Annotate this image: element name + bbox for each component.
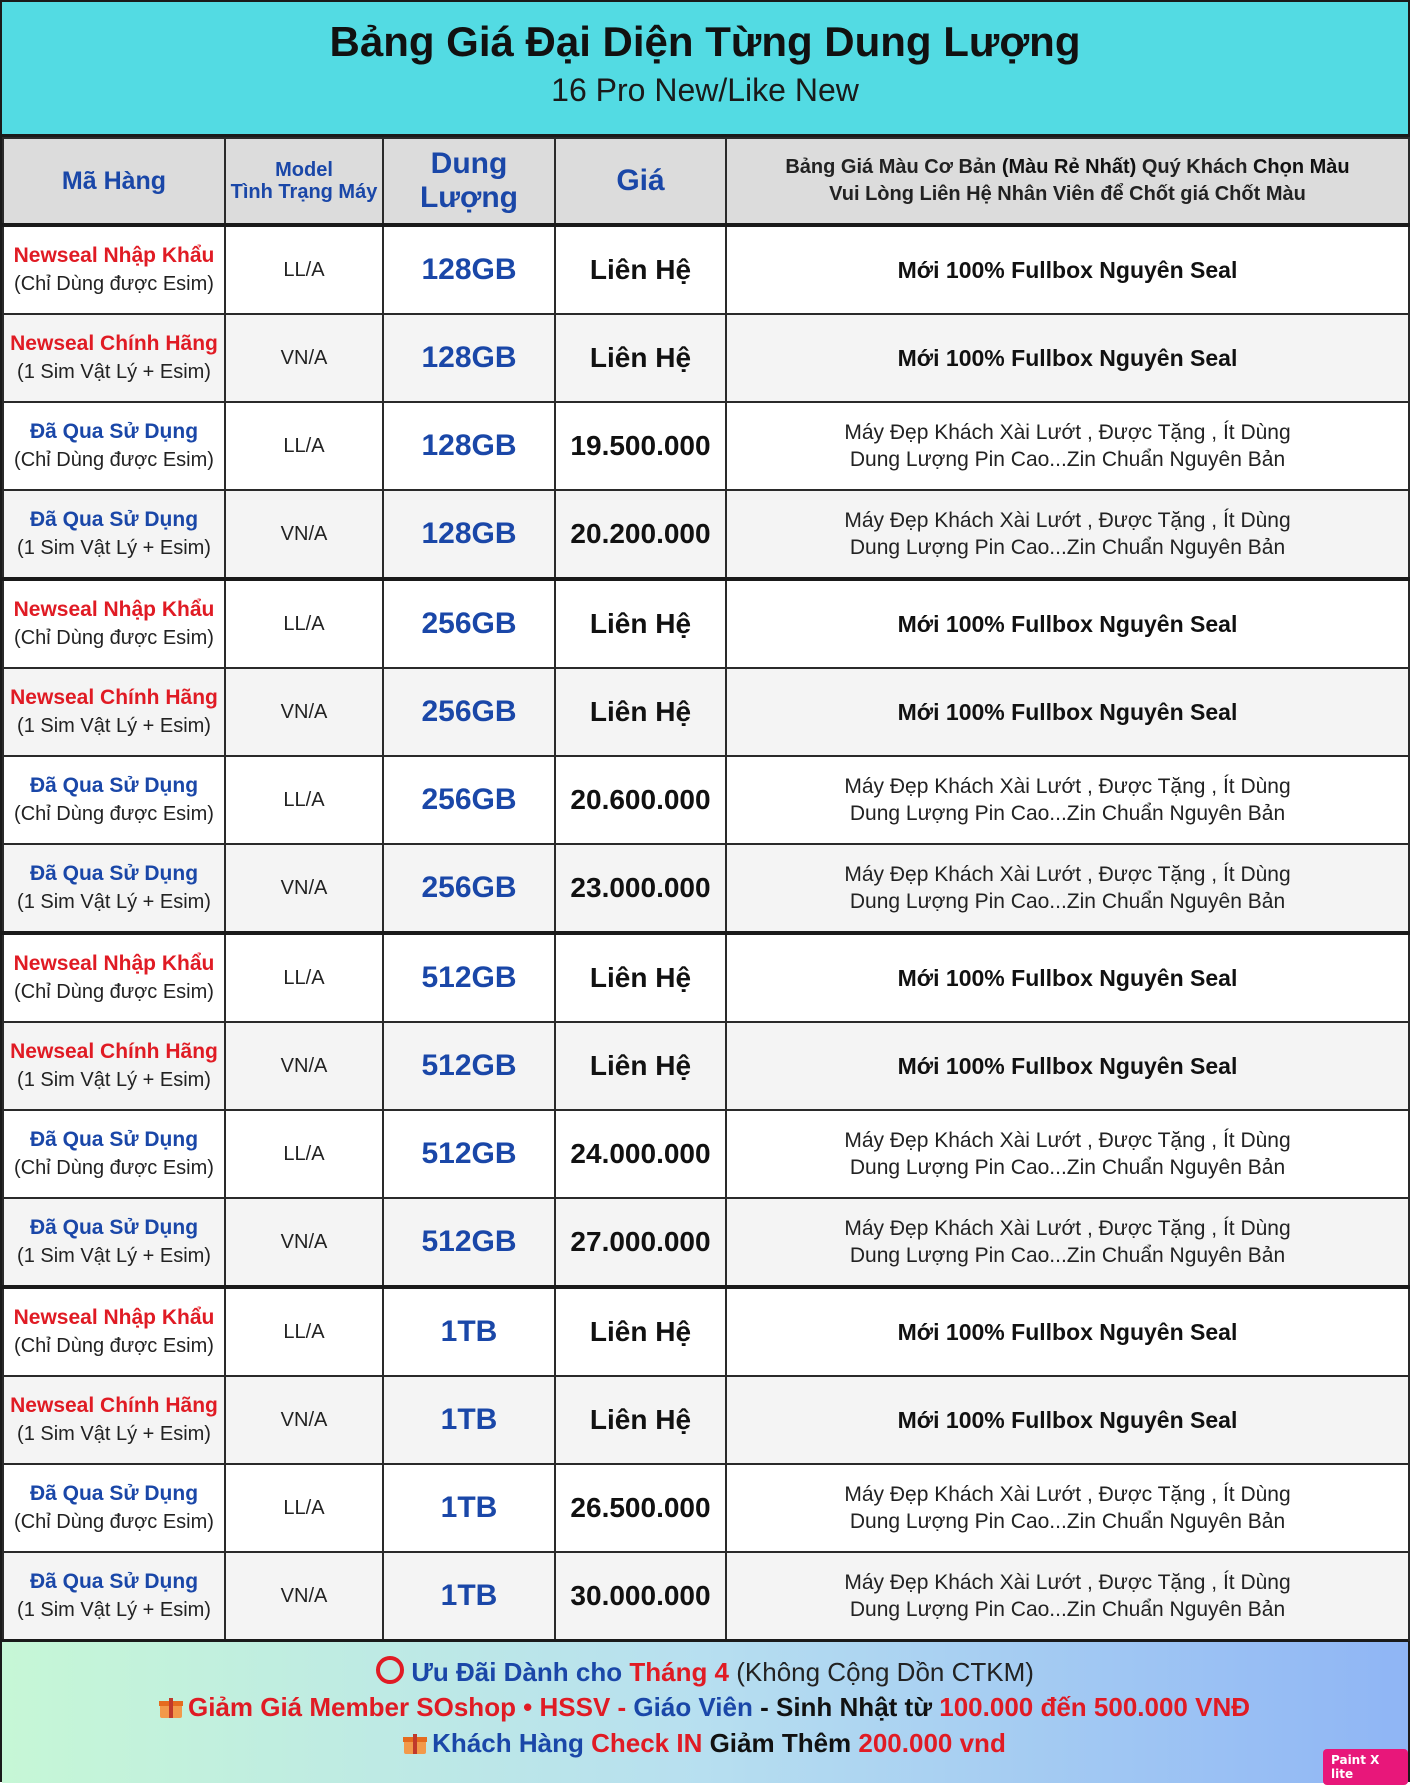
table-row	[3, 1464, 1409, 1552]
cell-price: 30.000.000	[555, 1552, 726, 1640]
cell-price: 20.200.000	[555, 490, 726, 579]
table-row	[3, 844, 1409, 933]
cell-model: LL/A	[225, 1110, 383, 1198]
table-row	[3, 314, 1409, 402]
cell-note	[726, 1464, 1409, 1552]
cell-price: 27.000.000	[555, 1198, 726, 1287]
cell-note	[726, 844, 1409, 933]
cell-note	[726, 1198, 1409, 1287]
cell-note	[726, 1552, 1409, 1640]
note-line-1: Máy Đẹp Khách Xài Lướt , Được Tặng , Ít Dùng	[844, 1129, 1291, 1152]
sim-type: (1 Sim Vật Lý + Esim)	[17, 1245, 211, 1267]
table-row	[3, 1110, 1409, 1198]
cell-price: Liên Hệ	[555, 225, 726, 314]
cell-model: LL/A	[225, 1464, 383, 1552]
cell-price: Liên Hệ	[555, 1376, 726, 1464]
table-row	[3, 1552, 1409, 1640]
sim-type: (1 Sim Vật Lý + Esim)	[17, 715, 211, 737]
cell-model: VN/A	[225, 1198, 383, 1287]
note-line-1: Mới 100% Fullbox Nguyên Seal	[897, 1318, 1238, 1345]
sim-type: (Chỉ Dùng được Esim)	[14, 273, 214, 295]
cell-price: 20.600.000	[555, 756, 726, 844]
product-type: Newseal Chính Hãng	[10, 686, 218, 709]
cell-code	[3, 402, 225, 490]
col-header-capacity: Dung Lượng	[383, 138, 555, 225]
note-line-1: Mới 100% Fullbox Nguyên Seal	[897, 610, 1238, 637]
product-type: Newseal Chính Hãng	[10, 1394, 218, 1417]
sim-type: (Chỉ Dùng được Esim)	[14, 803, 214, 825]
cell-model: LL/A	[225, 933, 383, 1022]
cell-note	[726, 402, 1409, 490]
note-line-1: Máy Đẹp Khách Xài Lướt , Được Tặng , Ít Dùng	[844, 509, 1291, 532]
gift-icon	[160, 1698, 182, 1718]
note-line-2: Dung Lượng Pin Cao...Zin Chuẩn Nguyên Bản	[849, 448, 1286, 471]
cell-capacity: 256GB	[383, 668, 555, 756]
note-line-1: Mới 100% Fullbox Nguyên Seal	[897, 964, 1238, 991]
table-row	[3, 1376, 1409, 1464]
col-header-note: Bảng Giá Màu Cơ Bản (Màu Rẻ Nhất) Quý Khách Chọn Màu Vui Lòng Liên Hệ Nhân Viên để Chốt giá Chốt Màu	[726, 138, 1409, 225]
table-row	[3, 579, 1409, 668]
cell-note	[726, 314, 1409, 402]
cell-model: VN/A	[225, 490, 383, 579]
cell-capacity: 1TB	[383, 1464, 555, 1552]
promo-line-2: Giảm Giá Member SOshop • HSSV - Giáo Viên - Sinh Nhật từ 100.000 đến 500.000 VNĐ	[2, 1692, 1408, 1723]
product-type: Đã Qua Sử Dụng	[29, 1482, 199, 1505]
product-type: Newseal Nhập Khẩu	[13, 952, 215, 975]
cell-note	[726, 579, 1409, 668]
note-line-2: Dung Lượng Pin Cao...Zin Chuẩn Nguyên Bản	[849, 1598, 1286, 1621]
cell-price: Liên Hệ	[555, 668, 726, 756]
cell-model: LL/A	[225, 402, 383, 490]
sim-type: (Chỉ Dùng được Esim)	[14, 1511, 214, 1533]
page-title: Bảng Giá Đại Diện Từng Dung Lượng	[329, 18, 1081, 65]
cell-model: VN/A	[225, 668, 383, 756]
cell-code	[3, 579, 225, 668]
cell-price: Liên Hệ	[555, 314, 726, 402]
note-line-2: Dung Lượng Pin Cao...Zin Chuẩn Nguyên Bản	[849, 1244, 1286, 1267]
cell-note	[726, 1287, 1409, 1376]
product-type: Đã Qua Sử Dụng	[29, 1128, 199, 1151]
product-type: Newseal Chính Hãng	[10, 332, 218, 355]
product-type: Đã Qua Sử Dụng	[29, 1570, 199, 1593]
cell-price: Liên Hệ	[555, 1022, 726, 1110]
product-type: Đã Qua Sử Dụng	[29, 774, 199, 797]
sim-type: (1 Sim Vật Lý + Esim)	[17, 891, 211, 913]
product-type: Đã Qua Sử Dụng	[29, 862, 199, 885]
table-row	[3, 668, 1409, 756]
sim-type: (Chỉ Dùng được Esim)	[14, 981, 214, 1003]
gift-icon	[404, 1734, 426, 1754]
note-line-1: Máy Đẹp Khách Xài Lướt , Được Tặng , Ít Dùng	[844, 1217, 1291, 1240]
note-line-1: Máy Đẹp Khách Xài Lướt , Được Tặng , Ít Dùng	[844, 1483, 1291, 1506]
promo-line-3: Khách Hàng Check IN Giảm Thêm 200.000 vnd	[2, 1728, 1408, 1759]
cell-code	[3, 490, 225, 579]
note-line-2: Dung Lượng Pin Cao...Zin Chuẩn Nguyên Bản	[849, 536, 1286, 559]
cell-note	[726, 1110, 1409, 1198]
sim-type: (Chỉ Dùng được Esim)	[14, 449, 214, 471]
cell-note	[726, 225, 1409, 314]
cell-capacity: 256GB	[383, 844, 555, 933]
cell-code	[3, 756, 225, 844]
note-line-1: Máy Đẹp Khách Xài Lướt , Được Tặng , Ít Dùng	[844, 775, 1291, 798]
col-header-model: Model Tình Trạng Máy	[225, 138, 383, 225]
table-row	[3, 1287, 1409, 1376]
sim-type: (1 Sim Vật Lý + Esim)	[17, 537, 211, 559]
note-line-1: Máy Đẹp Khách Xài Lướt , Được Tặng , Ít Dùng	[844, 421, 1291, 444]
cell-code	[3, 933, 225, 1022]
note-line-2: Dung Lượng Pin Cao...Zin Chuẩn Nguyên Bản	[849, 802, 1286, 825]
promo-footer	[2, 1639, 1408, 1783]
cell-model: VN/A	[225, 314, 383, 402]
cell-capacity: 128GB	[383, 490, 555, 579]
note-line-2: Dung Lượng Pin Cao...Zin Chuẩn Nguyên Bản	[849, 1156, 1286, 1179]
cell-note	[726, 1376, 1409, 1464]
table-row	[3, 1198, 1409, 1287]
cell-note	[726, 1022, 1409, 1110]
cell-price: Liên Hệ	[555, 933, 726, 1022]
cell-capacity: 128GB	[383, 402, 555, 490]
note-line-1: Mới 100% Fullbox Nguyên Seal	[897, 344, 1238, 371]
sim-type: (Chỉ Dùng được Esim)	[14, 1157, 214, 1179]
cell-price: 23.000.000	[555, 844, 726, 933]
cell-note	[726, 933, 1409, 1022]
cell-code	[3, 1287, 225, 1376]
note-line-1: Máy Đẹp Khách Xài Lướt , Được Tặng , Ít Dùng	[844, 1571, 1291, 1594]
cell-code	[3, 1022, 225, 1110]
cell-model: VN/A	[225, 1022, 383, 1110]
sim-type: (Chỉ Dùng được Esim)	[14, 627, 214, 649]
product-type: Newseal Nhập Khẩu	[13, 598, 215, 621]
cell-capacity: 1TB	[383, 1376, 555, 1464]
cell-capacity: 1TB	[383, 1552, 555, 1640]
table-row	[3, 756, 1409, 844]
sim-type: (Chỉ Dùng được Esim)	[14, 1335, 214, 1357]
note-line-1: Máy Đẹp Khách Xài Lướt , Được Tặng , Ít Dùng	[844, 863, 1291, 886]
note-line-1: Mới 100% Fullbox Nguyên Seal	[897, 256, 1238, 283]
sim-type: (1 Sim Vật Lý + Esim)	[17, 1599, 211, 1621]
cell-capacity: 256GB	[383, 579, 555, 668]
col-header-price: Giá	[555, 138, 726, 225]
cell-model: LL/A	[225, 579, 383, 668]
cell-code	[3, 1376, 225, 1464]
cell-code	[3, 1464, 225, 1552]
cell-price: Liên Hệ	[555, 579, 726, 668]
cell-code	[3, 668, 225, 756]
cell-price: 26.500.000	[555, 1464, 726, 1552]
cell-code	[3, 314, 225, 402]
note-line-2: Dung Lượng Pin Cao...Zin Chuẩn Nguyên Bản	[849, 890, 1286, 913]
price-table	[2, 137, 1410, 1641]
cell-code	[3, 1198, 225, 1287]
product-type: Đã Qua Sử Dụng	[29, 420, 199, 443]
ring-icon	[376, 1656, 404, 1684]
note-line-1: Mới 100% Fullbox Nguyên Seal	[897, 1052, 1238, 1079]
cell-code	[3, 1110, 225, 1198]
cell-capacity: 128GB	[383, 225, 555, 314]
table-row	[3, 1022, 1409, 1110]
cell-note	[726, 668, 1409, 756]
table-row	[3, 225, 1409, 314]
cell-capacity: 128GB	[383, 314, 555, 402]
cell-capacity: 512GB	[383, 1022, 555, 1110]
product-type: Đã Qua Sử Dụng	[29, 1216, 199, 1239]
table-row	[3, 933, 1409, 1022]
cell-model: VN/A	[225, 1552, 383, 1640]
note-line-1: Mới 100% Fullbox Nguyên Seal	[897, 698, 1238, 725]
cell-code	[3, 1552, 225, 1640]
cell-price: 19.500.000	[555, 402, 726, 490]
cell-capacity: 256GB	[383, 756, 555, 844]
cell-model: LL/A	[225, 1287, 383, 1376]
cell-capacity: 512GB	[383, 1198, 555, 1287]
sim-type: (1 Sim Vật Lý + Esim)	[17, 1423, 211, 1445]
cell-model: VN/A	[225, 1376, 383, 1464]
cell-price: Liên Hệ	[555, 1287, 726, 1376]
cell-model: LL/A	[225, 756, 383, 844]
cell-model: VN/A	[225, 844, 383, 933]
col-header-code: Mã Hàng	[3, 138, 225, 225]
header	[2, 2, 1408, 137]
watermark-badge: Paint X lite	[1323, 1749, 1408, 1785]
cell-note	[726, 490, 1409, 579]
cell-capacity: 512GB	[383, 1110, 555, 1198]
promo-line-1: Ưu Đãi Dành cho Tháng 4 (Không Cộng Dồn CTKM)	[2, 1656, 1408, 1688]
cell-code	[3, 225, 225, 314]
table-row	[3, 490, 1409, 579]
sim-type: (1 Sim Vật Lý + Esim)	[17, 1069, 211, 1091]
note-line-1: Mới 100% Fullbox Nguyên Seal	[897, 1406, 1238, 1433]
note-line-2: Dung Lượng Pin Cao...Zin Chuẩn Nguyên Bản	[849, 1510, 1286, 1533]
product-type: Đã Qua Sử Dụng	[29, 508, 199, 531]
table-row	[3, 402, 1409, 490]
product-type: Newseal Nhập Khẩu	[13, 244, 215, 267]
product-type: Newseal Chính Hãng	[10, 1040, 218, 1063]
page-subtitle: 16 Pro New/Like New	[551, 72, 859, 108]
sim-type: (1 Sim Vật Lý + Esim)	[17, 361, 211, 383]
cell-note	[726, 756, 1409, 844]
table-header-row	[3, 138, 1409, 225]
cell-price: 24.000.000	[555, 1110, 726, 1198]
cell-capacity: 1TB	[383, 1287, 555, 1376]
product-type: Newseal Nhập Khẩu	[13, 1306, 215, 1329]
cell-capacity: 512GB	[383, 933, 555, 1022]
cell-model: LL/A	[225, 225, 383, 314]
cell-code	[3, 844, 225, 933]
